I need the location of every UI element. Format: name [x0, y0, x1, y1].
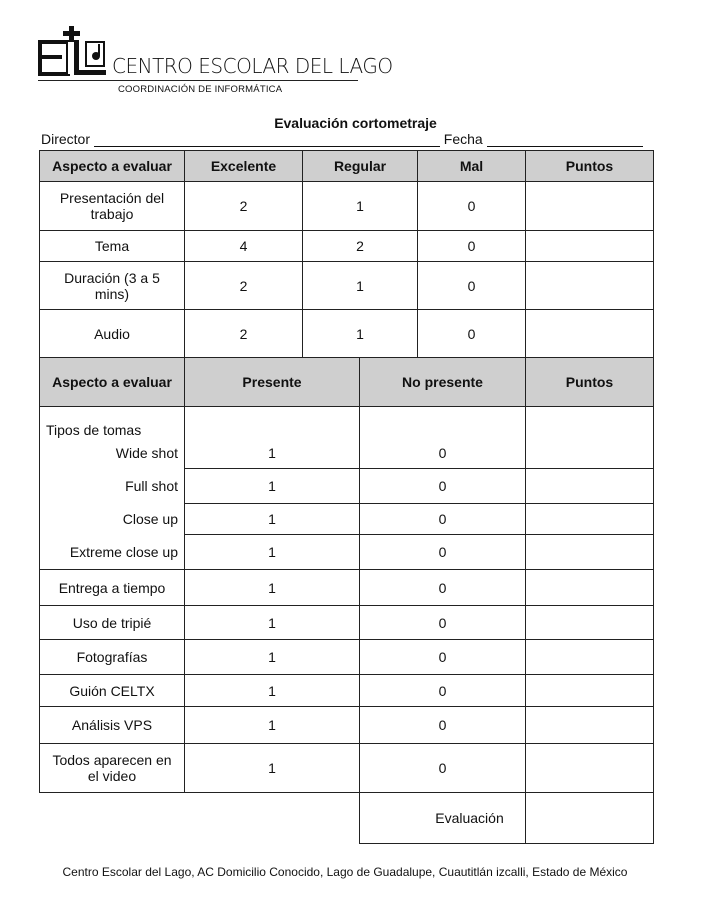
aspect-cell: Duración (3 a 5 mins) [40, 262, 185, 310]
aspect-cell: Wide shot [40, 438, 185, 469]
puntos-cell[interactable] [526, 707, 654, 744]
header-excelente: Excelente [185, 151, 303, 182]
no-presente-cell: 0 [360, 504, 526, 535]
director-label: Director [41, 131, 91, 147]
presente-cell: 1 [185, 469, 360, 504]
presente-cell: 1 [185, 438, 360, 469]
mal-cell: 0 [418, 182, 526, 231]
aspect-cell: Todos aparecen en el video [40, 744, 185, 793]
excelente-cell: 2 [185, 182, 303, 231]
aspect-cell: Presentación del trabajo [40, 182, 185, 231]
puntos-cell[interactable] [526, 675, 654, 707]
evaluacion-label: Evaluación [360, 793, 526, 844]
aspect-cell: Audio [40, 310, 185, 358]
aspect-cell: Fotografías [40, 640, 185, 675]
regular-cell: 1 [303, 182, 418, 231]
puntos-cell[interactable] [526, 231, 654, 262]
header-puntos: Puntos [526, 151, 654, 182]
puntos-cell[interactable] [526, 469, 654, 504]
no-presente-cell: 0 [360, 640, 526, 675]
no-presente-cell: 0 [360, 707, 526, 744]
evaluacion-row [40, 793, 654, 844]
table-row [40, 262, 654, 310]
presente-cell: 1 [185, 535, 360, 570]
no-presente-cell: 0 [360, 744, 526, 793]
puntos-cell[interactable] [526, 504, 654, 535]
no-presente-cell: 0 [360, 438, 526, 469]
table-row [40, 438, 654, 469]
mal-cell: 0 [418, 262, 526, 310]
presente-cell: 1 [185, 707, 360, 744]
puntos-cell[interactable] [526, 606, 654, 640]
director-field[interactable] [94, 132, 440, 147]
no-presente-cell: 0 [360, 535, 526, 570]
table-row [40, 675, 654, 707]
evaluation-table-presence [39, 357, 654, 844]
aspect-cell: Uso de tripié [40, 606, 185, 640]
aspect-cell: Extreme close up [40, 535, 185, 570]
aspect-cell: Close up [40, 504, 185, 535]
puntos-cell[interactable] [526, 438, 654, 469]
table-row [40, 504, 654, 535]
puntos-cell[interactable] [526, 310, 654, 358]
table-row [40, 469, 654, 504]
puntos-cell[interactable] [526, 570, 654, 606]
excelente-cell: 2 [185, 310, 303, 358]
director-fecha-line [41, 131, 643, 147]
table-row [40, 744, 654, 793]
table-header-row [40, 358, 654, 407]
group-label: Tipos de tomas [40, 407, 185, 438]
header-presente: Presente [185, 358, 360, 407]
header-aspecto: Aspecto a evaluar [40, 358, 185, 407]
table-row [40, 310, 654, 358]
page-title: Evaluación cortometraje [274, 115, 437, 131]
no-presente-cell: 0 [360, 570, 526, 606]
mal-cell: 0 [418, 231, 526, 262]
table-row [40, 707, 654, 744]
presente-cell: 1 [185, 570, 360, 606]
aspect-cell: Full shot [40, 469, 185, 504]
header-regular: Regular [303, 151, 418, 182]
no-presente-cell: 0 [360, 675, 526, 707]
puntos-cell[interactable] [526, 182, 654, 231]
presente-cell: 1 [185, 504, 360, 535]
no-presente-cell: 0 [360, 469, 526, 504]
group-label-row [40, 407, 654, 438]
table-row [40, 535, 654, 570]
puntos-cell[interactable] [526, 744, 654, 793]
aspect-cell: Análisis VPS [40, 707, 185, 744]
table-row [40, 182, 654, 231]
regular-cell: 2 [303, 231, 418, 262]
presente-cell: 1 [185, 606, 360, 640]
regular-cell: 1 [303, 310, 418, 358]
excelente-cell: 4 [185, 231, 303, 262]
table-row [40, 640, 654, 675]
table-header-row [40, 151, 654, 182]
header-puntos: Puntos [526, 358, 654, 407]
puntos-cell[interactable] [526, 535, 654, 570]
school-name: CENTRO ESCOLAR DEL LAGO [112, 54, 393, 78]
aspect-cell: Tema [40, 231, 185, 262]
logo-divider [38, 80, 358, 81]
mal-cell: 0 [418, 310, 526, 358]
excelente-cell: 2 [185, 262, 303, 310]
presente-cell: 1 [185, 675, 360, 707]
header-no-presente: No presente [360, 358, 526, 407]
table-row [40, 231, 654, 262]
footer-address: Centro Escolar del Lago, AC Domicilio Conocido, Lago de Guadalupe, Cuautitlán izcalli, Estado de México [62, 865, 628, 879]
header-aspecto: Aspecto a evaluar [40, 151, 185, 182]
fecha-label: Fecha [443, 131, 483, 147]
coordination-subtitle: COORDINACIÓN DE INFORMÁTICA [118, 84, 283, 95]
puntos-cell[interactable] [526, 640, 654, 675]
regular-cell: 1 [303, 262, 418, 310]
evaluation-table-quality [39, 150, 654, 358]
aspect-cell: Guión CELTX [40, 675, 185, 707]
puntos-cell[interactable] [526, 262, 654, 310]
table-row [40, 570, 654, 606]
table-row [40, 606, 654, 640]
presente-cell: 1 [185, 640, 360, 675]
evaluacion-total-cell[interactable] [526, 793, 654, 844]
presente-cell: 1 [185, 744, 360, 793]
fecha-field[interactable] [487, 132, 643, 147]
aspect-cell: Entrega a tiempo [40, 570, 185, 606]
header-mal: Mal [418, 151, 526, 182]
no-presente-cell: 0 [360, 606, 526, 640]
